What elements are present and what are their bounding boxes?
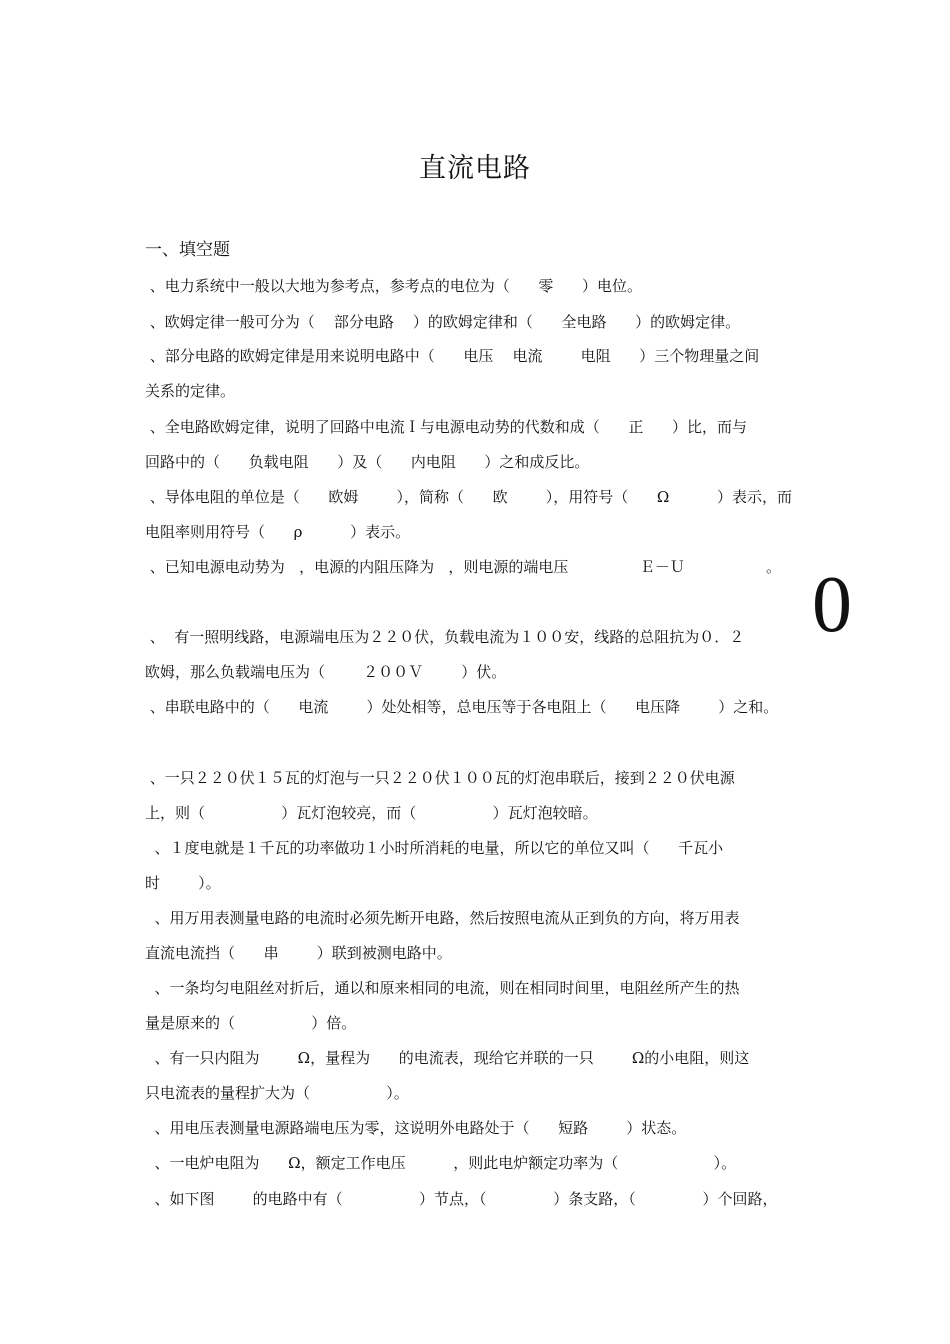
question-line: 、如下图 的电路中有（ ）节点，（ ）条支路，（ ）个回路， [145,1190,778,1208]
question-line: 、欧姆定律一般可分为（ 部分电路 ）的欧姆定律和（ 全电路 ）的欧姆定律。 [145,313,741,331]
question-line: 电阻率则用符号（ ρ ）表示。 [145,523,411,541]
question-line: 、部分电路的欧姆定律是用来说明电路中（ 电压 电流 电阻 ）三个物理量之间 [145,347,760,365]
question-line: 、１度电就是１千瓦的功率做功１小时所消耗的电量，所以它的单位又叫（ 千瓦小 [145,839,724,857]
question-line: 上，则（ ）瓦灯泡较亮，而（ ）瓦灯泡较暗。 [145,804,598,822]
question-line: 量是原来的（ ）倍。 [145,1014,357,1032]
question-line: 、一只２２０伏１５瓦的灯泡与一只２２０伏１００瓦的灯泡串联后，接到２２０伏电源 [145,769,735,787]
question-line: 欧姆，那么负载端电压为（ ２００Ｖ ）伏。 [145,663,507,681]
question-line: 时 ）。 [145,874,221,892]
side-mark: 0 [812,561,852,649]
question-line: 只电流表的量程扩大为（ ）。 [145,1084,409,1102]
question-line: 、电力系统中一般以大地为参考点，参考点的电位为（ 零 ）电位。 [145,277,642,295]
question-line: 、全电路欧姆定律，说明了回路中电流Ｉ与电源电动势的代数和成（ 正 ）比，而与 [145,418,747,436]
question-line: 直流电流挡（ 串 ）联到被测电路中。 [145,944,452,962]
section-heading: 一、填空题 [145,240,230,260]
question-line: 、已知电源电动势为 ，电源的内阻压降为 ，则电源的端电压 Ｅ－Ｕ 。 [145,558,781,576]
question-line: 、 有一照明线路，电源端电压为２２０伏，负载电流为１００安，线路的总阻抗为０．２ [145,628,745,646]
question-line: 回路中的（ 负载电阻 ）及（ 内电阻 ）之和成反比。 [145,453,590,471]
question-line: 、串联电路中的（ 电流 ）处处相等，总电压等于各电阻上（ 电压降 ）之和。 [145,698,779,716]
question-line: 、有一只内阻为 Ω，量程为 的电流表，现给它并联的一只 Ω的小电阻，则这 [145,1049,750,1067]
question-line: 、一条均匀电阻丝对折后，通以和原来相同的电流，则在相同时间里，电阻丝所产生的热 [145,979,740,997]
question-line: 关系的定律。 [145,382,236,400]
question-line: 、导体电阻的单位是（ 欧姆 ），简称（ 欧 ），用符号（ Ω ）表示，而 [145,488,793,506]
page-title: 直流电路 [419,153,531,184]
question-line: 、一电炉电阻为 Ω，额定工作电压 ，则此电炉额定功率为（ ）。 [145,1154,737,1172]
question-line: 、用电压表测量电源路端电压为零，这说明外电路处于（ 短路 ）状态。 [145,1119,687,1137]
question-line: 、用万用表测量电路的电流时必须先断开电路，然后按照电流从正到负的方向，将万用表 [145,909,740,927]
